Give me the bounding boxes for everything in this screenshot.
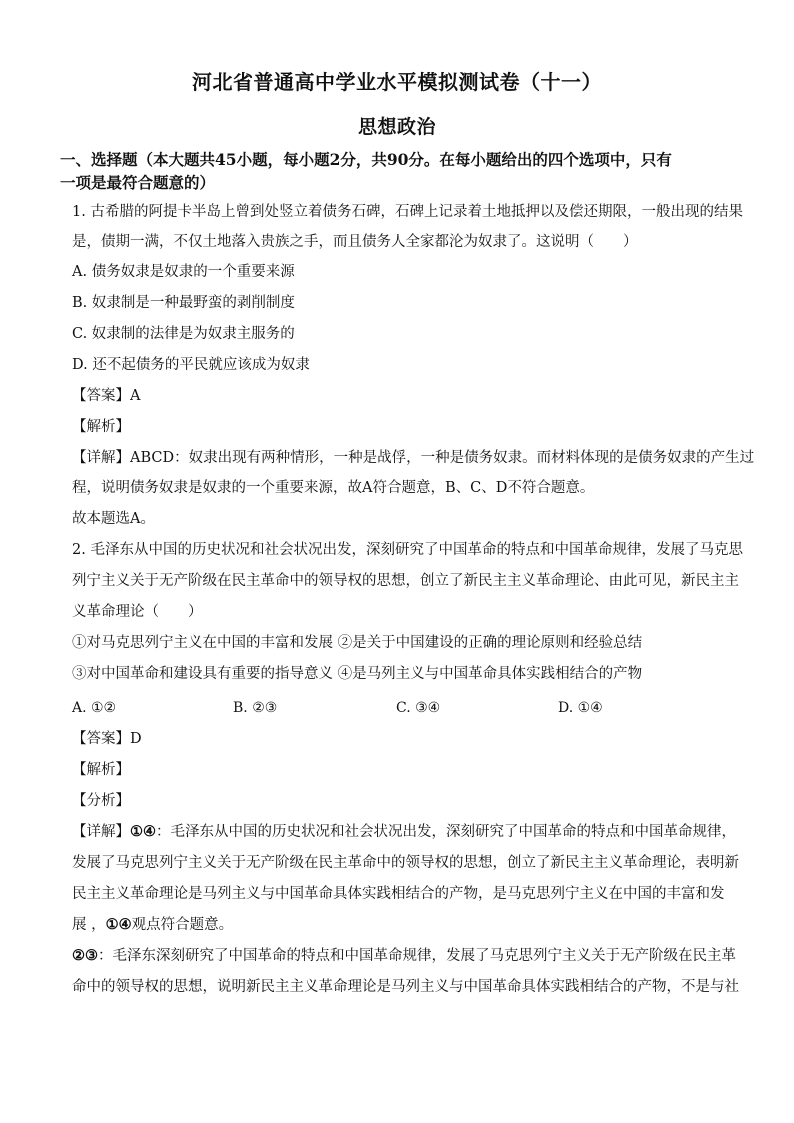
q2-detail-line2: 发展了马克思列宁主义关于无产阶级在民主革命中的领导权的思想，创立了新民主主义革命理论，表明新 — [72, 855, 739, 871]
q1-conclusion: 故本题选A。 — [72, 511, 155, 527]
q2-fenxi-label: 【分析】 — [72, 793, 130, 809]
q1-option-d: D. 还不起债务的平民就应该成为奴隶 — [72, 357, 310, 373]
q1-option-a: A. 债务奴隶是奴隶的一个重要来源 — [72, 264, 295, 280]
subject-title: 思想政治 — [357, 116, 436, 138]
q2-answer: 【答案】D — [72, 731, 142, 747]
section-heading-line1: 一、选择题（本大题共45小题，每小题2分，共90分。在每小题给出的四个选项中，只有 — [60, 150, 672, 169]
q2-option-b: B. ②③ — [233, 700, 278, 716]
q1-option-b: B. 奴隶制是一种最野蛮的剥削制度 — [72, 295, 295, 311]
q1-detail-line1: 【详解】ABCD：奴隶出现有两种情形，一种是战俘，一种是债务奴隶。而材料体现的是债务奴隶的产生过 — [72, 450, 755, 466]
q1-stem-line1: 1. 古希腊的阿提卡半岛上曾到处竖立着债务石碑，石碑上记录着土地抵押以及偿还期限，一般出现的结果 — [72, 204, 743, 220]
q2-option-c: C. ③④ — [396, 700, 441, 716]
q2-stem-line1: 2. 毛泽东从中国的历史状况和社会状况出发，深刻研究了中国革命的特点和中国革命规律，发展了马克思 — [72, 542, 743, 558]
q2-detail-line4 — [72, 915, 732, 935]
q2-detail-line6: 命中的领导权的思想，说明新民主主义革命理论是马列主义与中国革命具体实践相结合的产物，不是与社 — [72, 979, 739, 995]
q2-detail-line1 — [72, 822, 736, 842]
q2-detail-text4a: 展 ， — [72, 917, 106, 933]
q2-detail-text1: ：毛泽东从中国的历史状况和社会状况出发，深刻研究了中国革命的特点和中国革命规律， — [156, 824, 736, 840]
q2-stem-line3: 义革命理论（ ） — [72, 604, 203, 620]
q2-analysis-label: 【解析】 — [72, 762, 130, 778]
q1-detail-line2: 程，说明债务奴隶是奴隶的一个重要来源，故A符合题意，B、C、D不符合题意。 — [72, 480, 595, 496]
q1-option-c: C. 奴隶制的法律是为奴隶主服务的 — [72, 326, 295, 342]
q2-detail-label: 【详解】 — [72, 824, 130, 840]
q2-detail-text5: ：毛泽东深刻研究了中国革命的特点和中国革命规律，发展了马克思列宁主义关于无产阶级在民主革 — [98, 948, 736, 964]
q2-items-1-2: ①对马克思列宁主义在中国的丰富和发展 ②是关于中国建设的正确的理论原则和经验总结 — [72, 635, 643, 651]
q2-detail-line3: 民主主义革命理论是马列主义与中国革命具体实践相结合的产物，是马克思列宁主义在中国的丰富和发 — [72, 886, 725, 902]
q2-option-d: D. ①④ — [558, 700, 603, 716]
q2-items-3-4: ③对中国革命和建设具有重要的指导意义 ④是马列主义与中国革命具体实践相结合的产物 — [72, 666, 643, 682]
q2-option-a: A. ①② — [72, 700, 117, 716]
q2-detail-mark-14: ①④ — [130, 823, 156, 840]
q2-detail-line5 — [72, 946, 736, 966]
q1-stem-line2: 是，债期一满，不仅土地落入贵族之手，而且债务人全家都沦为奴隶了。这说明（ ） — [72, 234, 638, 250]
q2-detail-mark-23: ②③ — [72, 947, 98, 964]
q1-answer: 【答案】A — [72, 388, 141, 404]
section-heading-line2: 一项是最符合题意的） — [60, 173, 216, 192]
q2-detail-mark-14b: ①④ — [105, 916, 132, 933]
q1-analysis-label: 【解析】 — [72, 419, 130, 435]
q2-stem-line2: 列宁主义关于无产阶级在民主革命中的领导权的思想，创立了新民主主义革命理论、由此可见，新民主主 — [72, 573, 739, 589]
q2-detail-text4b: 观点符合题意。 — [131, 917, 234, 933]
exam-title: 河北省普通高中学业水平模拟测试卷（十一） — [192, 70, 602, 94]
